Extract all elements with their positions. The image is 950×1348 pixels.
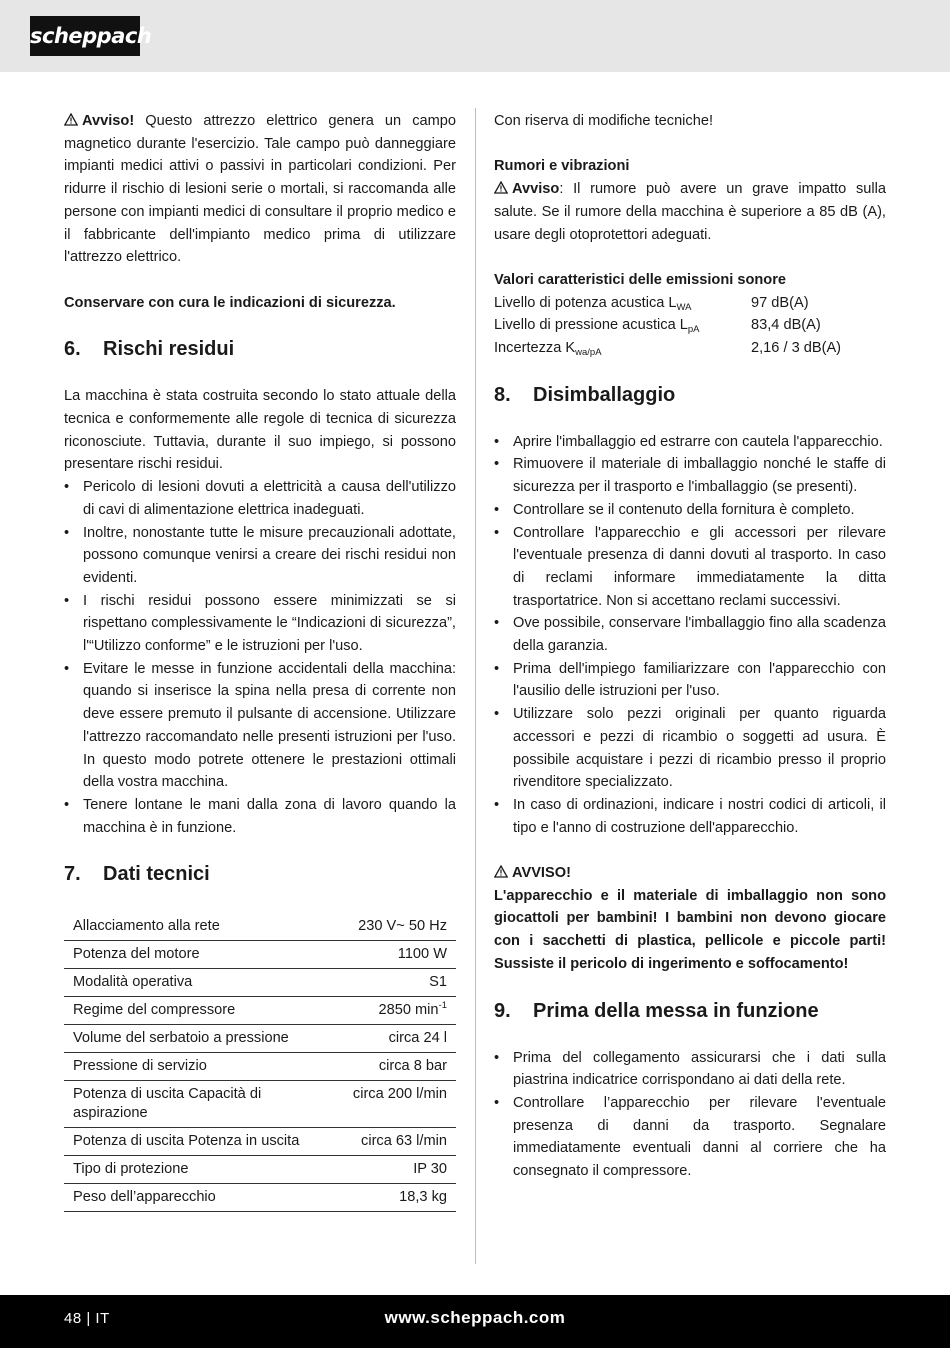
- list-item: • In caso di ordinazioni, indicare i nostri codici di articoli, il tipo e l'anno di costruzione dell'apparecchio.: [494, 794, 886, 839]
- emission-row: Livello di potenza acustica $L_{WA}$ 97 dB(A): [494, 294, 809, 313]
- emission-title: Valori caratteristici delle emissioni sonore: [494, 271, 786, 288]
- warning-text: Questo attrezzo elettrico genera un campo magnetico durante l'esercizio. Tale campo può danneggiare impianti medici attivi o passivi in particolari condizioni. Per ridurre il rischio di lesioni serie o mortali, si raccomanda alle persone con impianti medici di consultare il proprio medico e il fabbricante dell'impianto medico prima di utilizzare l'attrezzo elettrico.: [64, 113, 456, 266]
- table-row: Regime del compressore 2850 $\min^{-1}$: [64, 997, 456, 1025]
- list-item: • Rimuovere il materiale di imballaggio nonché le staffe di sicurezza per il trasporto e l'imballaggio (se presenti).: [494, 453, 886, 498]
- packaging-warning-label: AVVISO!: [494, 862, 886, 885]
- page-footer: [0, 1295, 950, 1348]
- section-9-heading: 9. Prima della messa in funzione: [494, 999, 819, 1022]
- tech-data-table: [64, 913, 456, 1212]
- list-item: • Utilizzare solo pezzi originali per quanto riguarda accessori e pezzi di ricambio o soggetti ad usura. È possibile acquistare i pezzi di ricambio presso il proprio rivenditore specializzato.: [494, 703, 886, 794]
- list-item: • Ove possibile, conservare l'imballaggio fino alla scadenza della garanzia.: [494, 612, 886, 657]
- page-number: 48 | IT: [64, 1310, 110, 1327]
- column-divider: [475, 108, 476, 1264]
- section-8-list: [494, 431, 886, 840]
- list-item: • Controllare l’apparecchio per rilevare l'eventuale presenza di danni da trasporto. Segnalare immediatamente eventuali danni al corriere che ha consegnato il compressore.: [494, 1092, 886, 1183]
- list-item: • Prima dell'impiego familiarizzare con l'apparecchio con l'ausilio delle istruzioni per l'uso.: [494, 658, 886, 703]
- warning-triangle-icon: [494, 865, 508, 878]
- table-row: Potenza di uscita Potenza in uscita circa 63 l/min: [64, 1128, 456, 1156]
- keep-safety-note: Conservare con cura le indicazioni di sicurezza.: [64, 294, 396, 311]
- table-row: Pressione di servizio circa 8 bar: [64, 1053, 456, 1081]
- list-item: • Controllare se il contenuto della fornitura è completo.: [494, 499, 886, 522]
- table-row: Tipo di protezione IP 30: [64, 1156, 456, 1184]
- warning-triangle-icon: [64, 113, 78, 126]
- noise-title: Rumori e vibrazioni: [494, 158, 630, 175]
- website-link[interactable]: www.scheppach.com: [384, 1308, 566, 1327]
- section-6-heading: 6. Rischi residui: [64, 338, 235, 361]
- section-7-heading: 7. Dati tecnici: [64, 863, 210, 886]
- list-item: • Inoltre, nonostante tutte le misure precauzionali adottate, possono comunque venirsi a creare dei rischi residui non evidenti.: [64, 522, 456, 590]
- list-item: • Aprire l'imballaggio ed estrarre con cautela l'apparecchio.: [494, 431, 886, 454]
- warning-label: Avviso!: [82, 113, 135, 129]
- warning-triangle-icon: [494, 181, 508, 194]
- page-header: [0, 0, 950, 72]
- section-8-heading: 8. Disimballaggio: [494, 383, 676, 406]
- technical-changes-note: Con riserva di modifiche tecniche!: [494, 113, 714, 129]
- magnetic-warning: [64, 110, 456, 269]
- section-9-list: [494, 1047, 886, 1183]
- list-item: • Evitare le messe in funzione accidentali della macchina: quando si inserisce la spina nella presa di corrente non deve essere premuto il pulsante di accensione. Utilizzare l'attrezzo raccomandato nelle presenti istruzioni per l'uso. In questo modo potrete ottenere le prestazioni ottimali della vostra macchina.: [64, 658, 456, 794]
- left-column: [64, 110, 456, 1212]
- list-item: • I rischi residui possono essere minimizzati se si rispettano complessivamente le “Indicazioni di sicurezza”, l'“Utilizzo conforme” e le istruzioni per l'uso.: [64, 590, 456, 658]
- table-row: Potenza del motore 1100 W: [64, 941, 456, 969]
- list-item: • Controllare l'apparecchio e gli accessori per rilevare l'eventuale presenza di danni dovuti al trasporto. In caso di reclami informare immediatamente la ditta trasportatrice. Non si accettano reclami successivi.: [494, 522, 886, 613]
- list-item: • Prima del collegamento assicurarsi che i dati sulla piastrina indicatrice corrispondano ai dati della rete.: [494, 1047, 886, 1092]
- section-6-list: [64, 476, 456, 839]
- emission-row: Livello di pressione acustica $L_{pA}$ 83,4 dB(A): [494, 317, 821, 336]
- noise-warning: Avviso: Il rumore può avere un grave impatto sulla salute. Se il rumore della macchina è superiore a 85 dB (A), usare degli otoprotettori adeguati.: [494, 181, 886, 243]
- brand-logo: scheppach: [30, 16, 140, 56]
- table-row: Volume del serbatoio a pressione circa 24 l: [64, 1025, 456, 1053]
- packaging-warning-text: L'apparecchio e il materiale di imballaggio non sono giocattoli per bambini! I bambini non devono giocare con i sacchetti di plastica, pellicole e piccole parti! Sussiste il pericolo di ingerimento e soffocamento!: [494, 887, 886, 972]
- emission-row: Incertezza $K_{wa/pA}$ 2,16 / 3 dB(A): [494, 340, 842, 358]
- table-row: Modalità operativa S1: [64, 969, 456, 997]
- section-6-intro: La macchina è stata costruita secondo lo stato attuale della tecnica e conformemente alle regole di tecnica di sicurezza riconosciute. Tuttavia, durante il suo impiego, si possono presentare rischi residui.: [64, 388, 456, 473]
- right-column: [494, 110, 886, 1183]
- list-item: • Pericolo di lesioni dovuti a elettricità a causa dell'utilizzo di cavi di alimentazione elettrica inadeguati.: [64, 476, 456, 521]
- table-row: Potenza di uscita Capacità di aspirazione circa 200 l/min: [64, 1081, 456, 1128]
- table-row: Peso dell’apparecchio 18,3 kg: [64, 1184, 456, 1212]
- list-item: • Tenere lontane le mani dalla zona di lavoro quando la macchina è in funzione.: [64, 794, 456, 839]
- table-row: Allacciamento alla rete 230 V~ 50 Hz: [64, 913, 456, 941]
